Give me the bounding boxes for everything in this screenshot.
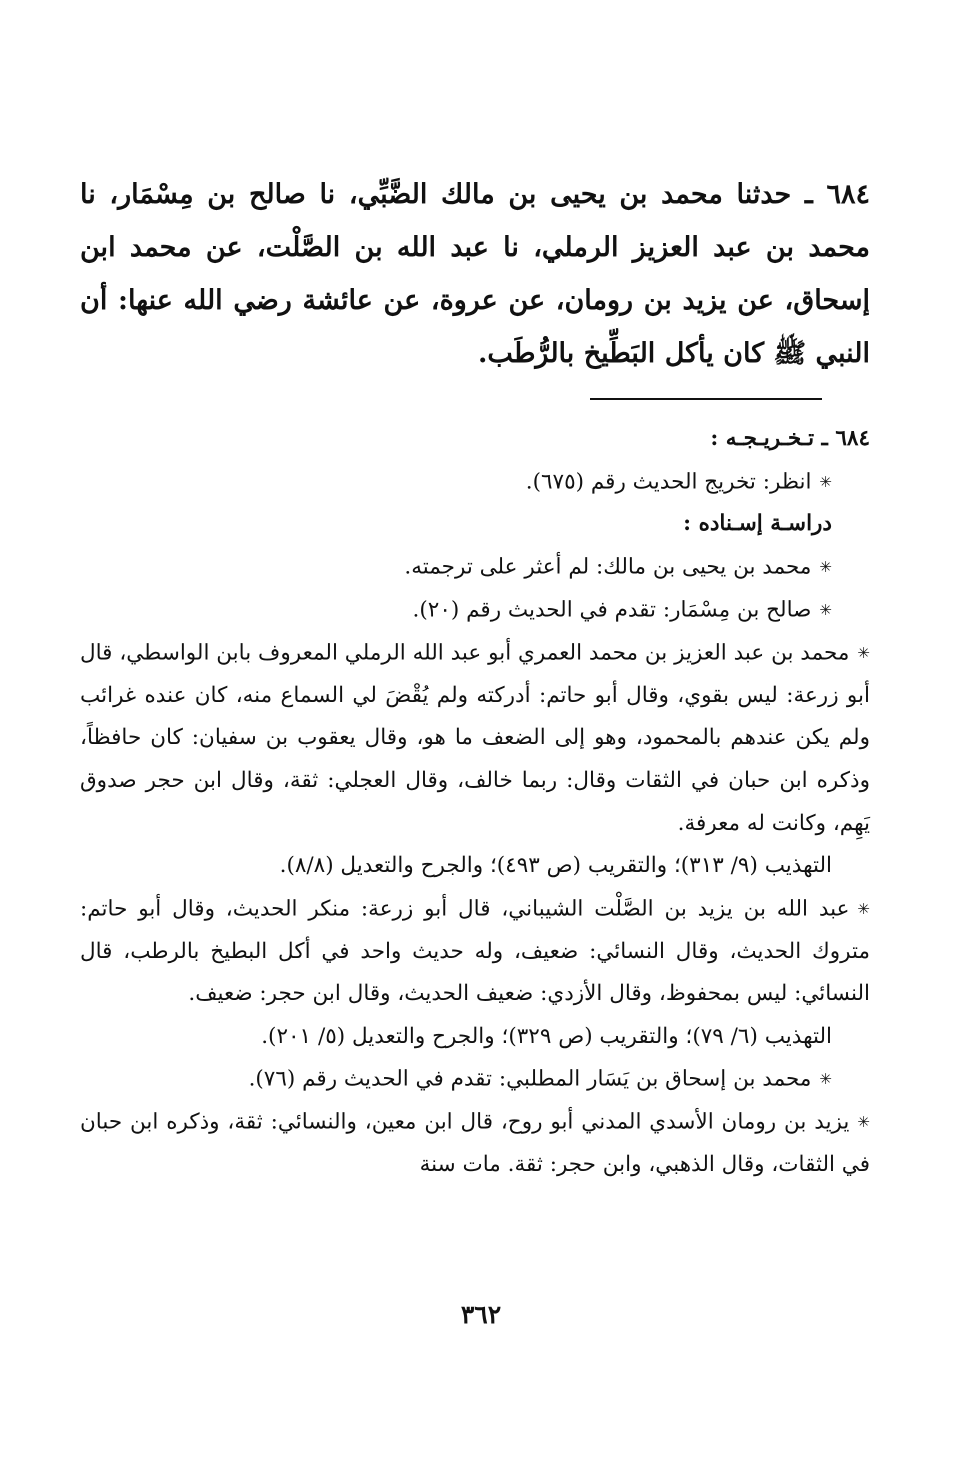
isnad-heading: دراسـة إسـناده : [683, 511, 832, 537]
narrator-item-2: ✳ صالح بن مِسْمَار: تقدم في الحديث رقم (٢٠). [80, 589, 870, 632]
narrator-item-3: ✳ محمد بن عبد العزيز بن محمد العمري أبو عبد الله الرملي المعروف بابن الواسطي، قال أبو زرعة: ليس بقوي، وقال أبو حاتم: أدركته ولم يُقْضَ لي السماع منه، كان عنده غرائب ولم يكن عندهم بالمحمود، وهو إلى الضعف ما هو، وقال يعقوب بن سفيان: كان حافظاً، وذكره ابن حبان في الثقات وقال: ربما خالف، وقال العجلي: ثقة، وقال ابن حجر صدوق يَهِم، وكانت له معرفة. [80, 632, 870, 845]
reference-1: التهذيب (٩/ ٣١٣)؛ والتقريب (ص ٤٩٣)؛ والجرح والتعديل (٨/٨). [279, 853, 832, 879]
narrator-item-abdullah: ✳ عبد الله بن يزيد بن الصَّلْت الشيباني، قال أبو زرعة: منكر الحديث، وقال أبو حاتم: متروك الحديث، وقال النسائي: ضعيف، وله حديث واحد في أكل البطيخ بالرطب، قال النسائي: ليس بمحفوظ، وقال الأزدي: ضعيف الحديث، وقال ابن حجر: ضعيف. [80, 888, 870, 1016]
takhrij-text: ✳ انظر: تخريج الحديث رقم (٦٧٥). [80, 461, 870, 504]
page-number: ٣٦٢ [460, 1300, 502, 1329]
main-hadith-block [80, 168, 870, 380]
narrator-item-yazid: ✳ يزيد بن رومان الأسدي المدني أبو روح، قال ابن معين، والنسائي: ثقة، وذكره ابن حبان في الثقات، وقال الذهبي، وابن حجر: ثقة. مات سنة [80, 1101, 870, 1186]
footnote-divider [590, 398, 822, 400]
hadith-text: ٦٨٤ ـ حدثنا محمد بن يحيى بن مالك الضَّبِّي، نا صالح بن مِسْمَار، نا محمد بن عبد العزيز الرملي، نا عبد الله بن الصَّلْت، عن محمد ابن إسحاق، عن يزيد بن رومان، عن عروة، عن عائشة رضي الله عنها: أن النبي ﷺ كان يأكل البَطِّيخ بالرُّطَب. [80, 179, 870, 369]
footnotes [80, 418, 870, 1187]
takhrij-heading: ٦٨٤ ـ تـخـريـجـه : [710, 426, 870, 451]
narrator-item-ishaq: ✳ محمد بن إسحاق بن يَسَار المطلبي: تقدم في الحديث رقم (٧٦). [80, 1058, 870, 1101]
reference-2: التهذيب (٦/ ٧٩)؛ والتقريب (ص ٣٢٩)؛ والجرح والتعديل (٥/ ٢٠١). [261, 1023, 832, 1049]
narrator-item-1: ✳ محمد بن يحيى بن مالك: لم أعثر على ترجمته. [80, 546, 870, 589]
